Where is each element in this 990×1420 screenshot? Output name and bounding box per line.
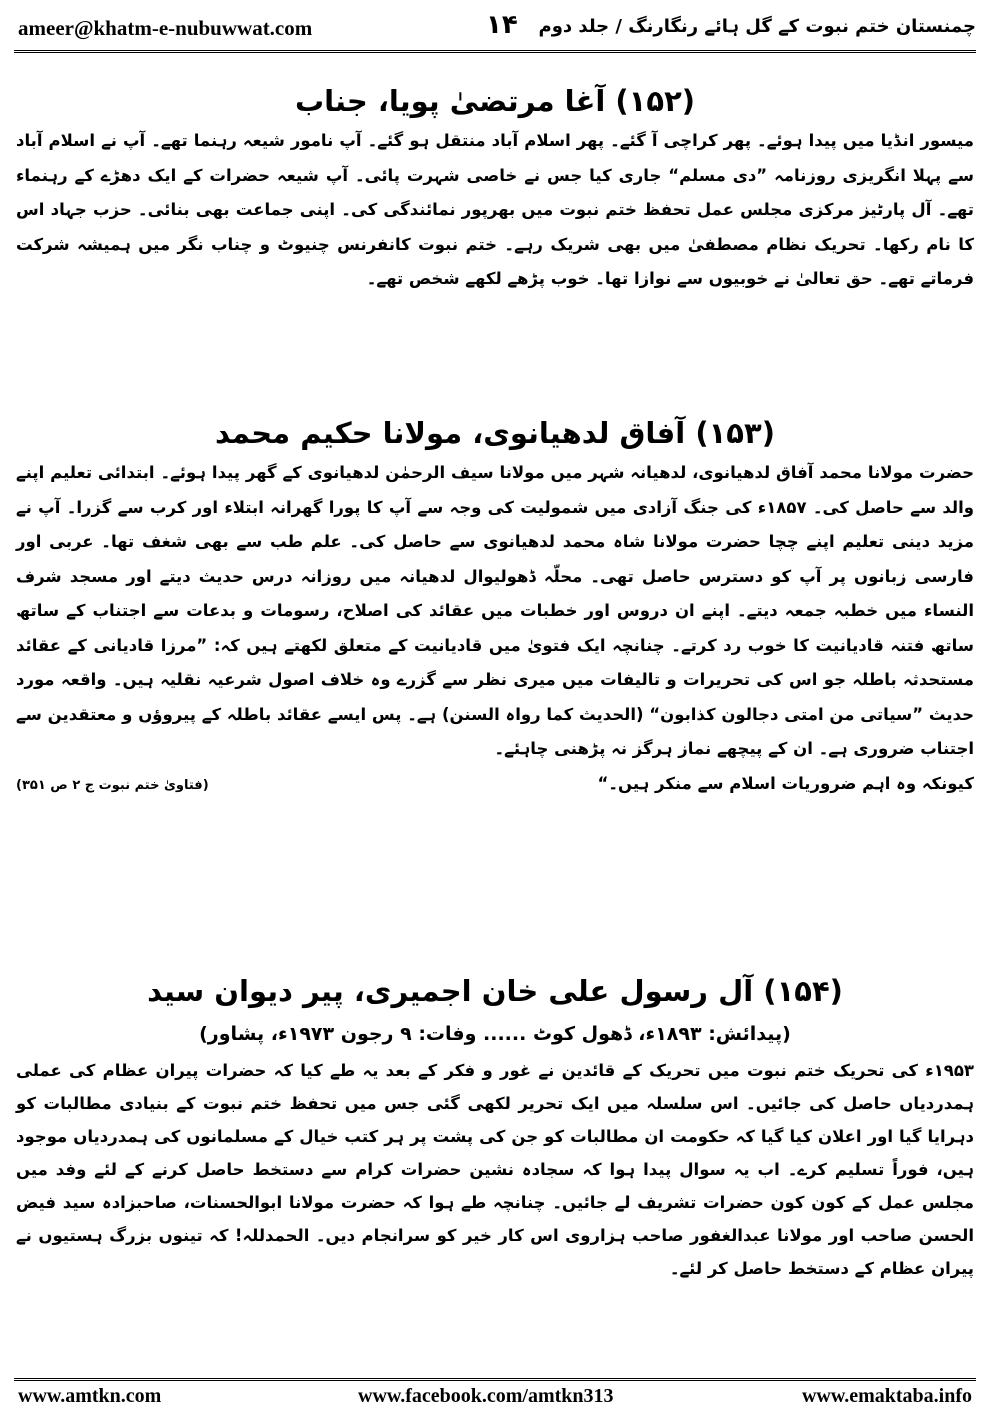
page-number: ۱۴ [486,10,518,40]
section-heading: (۱۵۴) آل رسول علی خان اجمیری، پیر دیوان سید [147,974,843,1008]
birth-death-dates: (پیدائش: ۱۸۹۳ء، ڈھول کوٹ ...... وفات: ۹ رجون ۱۹۷۳ء، پشاور) [199,1023,791,1045]
book-title: چمنستان ختم نبوت کے گل ہائے رنگارنگ / جلد دوم [538,16,976,37]
header-email[interactable]: ameer@khatm-e-nubuwwat.com [18,16,313,40]
quote-end: کیونکہ وہ اہم ضروریات اسلام سے منکر ہیں۔“ [597,773,974,793]
section-154 [16,968,974,1285]
section-153 [16,410,974,801]
section-heading: (۱۵۲) آغا مرتضیٰ پویا، جناب [294,84,696,118]
footer-link-emaktaba[interactable]: www.emaktaba.info [801,1385,972,1407]
section-paragraph: حضرت مولانا محمد آفاق لدھیانوی، لدھیانہ شہر میں مولانا سیف الرحمٰن لدھیانوی کے گھر پیدا ہوئے۔ ابتدائی تعلیم اپنے والد سے حاصل کی۔ ۱۸۵۷ء کی جنگ آزادی میں شمولیت کی وجہ سے آپ کا پورا گھرانہ ابتلاء اور کرب سے گزرا۔ آپ نے مزید دینی تعلیم اپنے چچا حضرت مولانا شاہ محمد لدھیانوی سے حاصل کی۔ علم طب سے بھی شغف تھا۔ عربی اور فارسی زبانوں پر آپ کو دسترس حاصل تھی۔ محلّہ ڈھولیوال لدھیانہ میں روزانہ درس حدیث دیتے اور مسجد شرف النساء میں خطبہ جمعہ دیتے۔ اپنے ان دروس اور خطبات میں عقائد کی اصلاح، رسومات و بدعات سے اجتناب کے ساتھ ساتھ فتنہ قادیانیت کا خوب رد کرتے۔ چنانچہ ایک فتویٰ میں قادیانیت کے متعلق لکھتے ہیں کہ: ”مرزا قادیانی کے عقائد مستحدثہ باطلہ جو اس کی تحریرات و تالیفات میں میری نظر سے گزرے وہ خلاف اصول شرعیہ نقلیہ ہیں۔ واقعہ مورد حدیث ”سیاتی من امتی دجالون کذابون“ (الحدیث کما رواہ السنن) ہے۔ پس ایسے عقائد باطلہ کے پیروؤں و معتقدین سے اجتناب ضروری ہے۔ ان کے پیچھے نماز ہرگز نہ پڑھنی چاہئے۔ [16,463,974,758]
footer-divider [14,1378,976,1381]
footer-link-facebook[interactable]: www.facebook.com/amtkn313 [358,1385,614,1407]
footer-link-amtkn[interactable]: www.amtkn.com [18,1385,162,1407]
quote-end-row [16,767,974,801]
header-divider [14,50,976,53]
section-152 [16,78,974,297]
citation: (فتاویٰ ختم نبوت ج ۲ ص ۳۵۱) [16,777,209,793]
section-paragraph: ۱۹۵۳ء کی تحریک ختم نبوت میں تحریک کے قائدین نے غور و فکر کے بعد یہ طے کیا کہ حضرات پیران عظام کی عملی ہمدردیاں حاصل کی جائیں۔ اس سلسلہ میں ایک تحریر لکھی گئی جس میں تحفظ ختم نبوت کے بنیادی مطالبات کو دہرایا گیا اور اعلان کیا گیا کہ حکومت ان مطالبات کو جن کی پشت پر ہر کتب خیال کے مسلمانوں کی ہمدردیاں موجود ہیں، فوراً تسلیم کرے۔ اب یہ سوال پیدا ہوا کہ سجادہ نشین حضرات کرام سے دستخط حاصل کرنے کے لئے وفد میں مجلس عمل کے کون کون حضرات تشریف لے جائیں۔ چنانچہ طے ہوا کہ حضرت مولانا ابوالحسنات، صاحبزادہ سید فیض الحسن صاحب اور مولانا عبدالغفور صاحب ہزاروی اس کار خیر کو سرانجام دیں۔ الحمدللہ! کہ تینوں بزرگ ہستیوں نے پیران عظام کے دستخط حاصل کر لئے۔ [16,1061,974,1278]
section-heading: (۱۵۳) آفاق لدھیانوی، مولانا حکیم محمد [215,416,775,450]
page-footer [18,1385,972,1413]
section-paragraph: میسور انڈیا میں پیدا ہوئے۔ پھر کراچی آ گئے۔ پھر اسلام آباد منتقل ہو گئے۔ آپ نامور شیعہ رہنما تھے۔ آپ نے اسلام آباد سے پہلا انگریزی روزنامہ ”دی مسلم“ جاری کیا جس نے خاصی شہرت پائی۔ آپ شیعہ حضرات کے ایک دھڑے کے رہنماء تھے۔ آل پارٹیز مرکزی مجلس عمل تحفظ ختم نبوت میں بھرپور نمائندگی کی۔ اپنی جماعت بھی بنائی۔ حزب جہاد اس کا نام رکھا۔ تحریک نظام مصطفیٰ میں بھی شریک رہے۔ ختم نبوت کانفرنس چنیوٹ و چناب نگر میں ہمیشہ شرکت فرماتے تھے۔ حق تعالیٰ نے خوبیوں سے نوازا تھا۔ خوب پڑھے لکھے شخص تھے۔ [16,131,974,288]
page-header [18,10,976,50]
